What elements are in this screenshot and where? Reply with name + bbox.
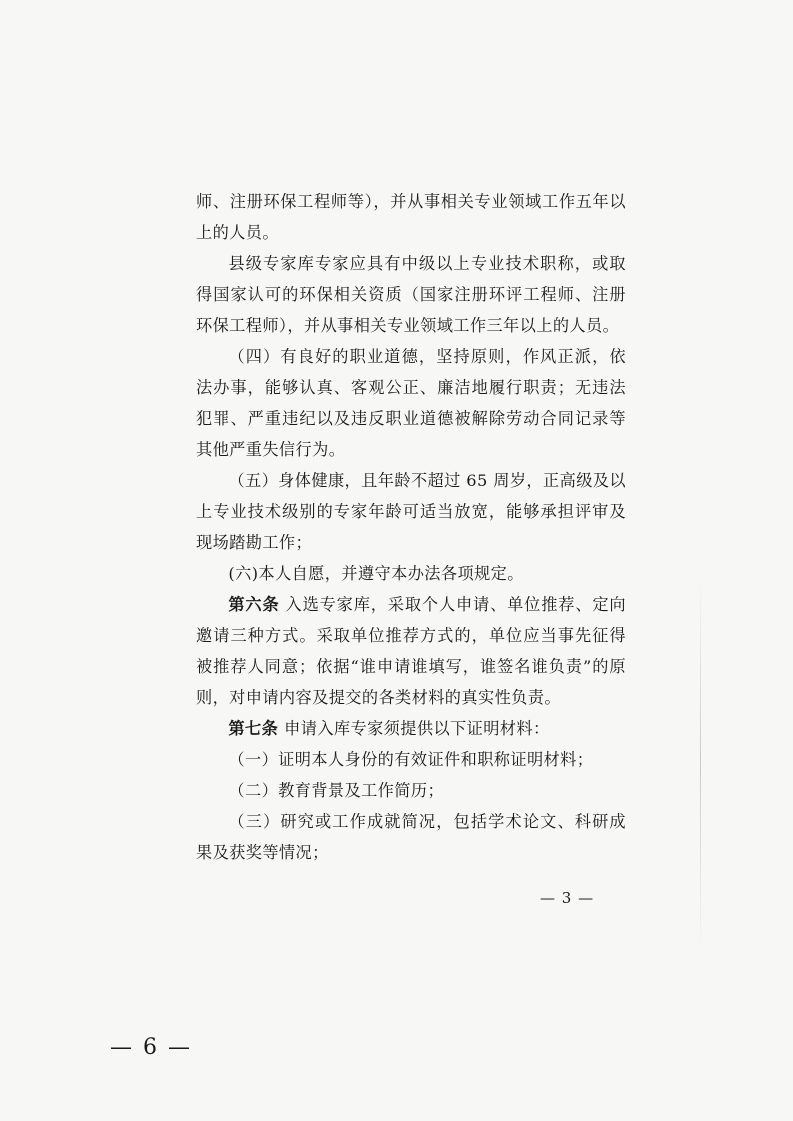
inner-page-number: — 3 — — [540, 889, 595, 907]
paragraph-3 — [196, 341, 626, 465]
paragraph-2-text: 县级专家库专家应具有中级以上专业技术职称，或取得国家认可的环保相关资质（国家注册环评工程师、注册环保工程师），并从事相关专业领域工作三年以上的人员。 — [196, 254, 626, 335]
paragraph-4-text: （五）身体健康，且年龄不超过 65 周岁，正高级及以上专业技术级别的专家年龄可适当放宽，能够承担评审及现场踏勘工作； — [196, 471, 626, 552]
paragraph-1 — [196, 186, 626, 248]
paragraph-8-text: （一）证明本人身份的有效证件和职称证明材料； — [228, 750, 594, 769]
paragraph-10 — [196, 806, 626, 868]
article-6-text: 入选专家库，采取个人申请、单位推荐、定向邀请三种方式。采取单位推荐方式的，单位应当事先征得被推荐人同意；依据“谁申请谁填写，谁签名谁负责”的原则，对申请内容及提交的各类材料的真实性负责。 — [196, 595, 626, 707]
paragraph-2 — [196, 248, 626, 341]
document-body — [196, 186, 626, 868]
article-6 — [196, 589, 626, 713]
article-7 — [196, 713, 626, 744]
paragraph-1-text: 师、注册环保工程师等），并从事相关专业领域工作五年以上的人员。 — [196, 192, 626, 242]
paragraph-5 — [196, 558, 626, 589]
article-7-heading: 第七条 — [228, 719, 279, 738]
scan-edge-line — [700, 580, 701, 950]
paragraph-10-text: （三）研究或工作成就简况，包括学术论文、科研成果及获奖等情况； — [196, 812, 626, 862]
paragraph-4 — [196, 465, 626, 558]
article-7-text: 申请入库专家须提供以下证明材料： — [284, 719, 550, 738]
paragraph-8 — [196, 744, 626, 775]
article-6-heading: 第六条 — [228, 595, 280, 614]
paragraph-9 — [196, 775, 626, 806]
paragraph-5-text: (六)本人自愿，并遵守本办法各项规定。 — [228, 564, 524, 583]
outer-page-number: — 6 — — [110, 1035, 192, 1060]
paragraph-9-text: （二）教育背景及工作简历； — [228, 781, 445, 800]
paragraph-3-text: （四）有良好的职业道德，坚持原则，作风正派，依法办事，能够认真、客观公正、廉洁地履行职责；无违法犯罪、严重违纪以及违反职业道德被解除劳动合同记录等其他严重失信行为。 — [196, 347, 626, 459]
